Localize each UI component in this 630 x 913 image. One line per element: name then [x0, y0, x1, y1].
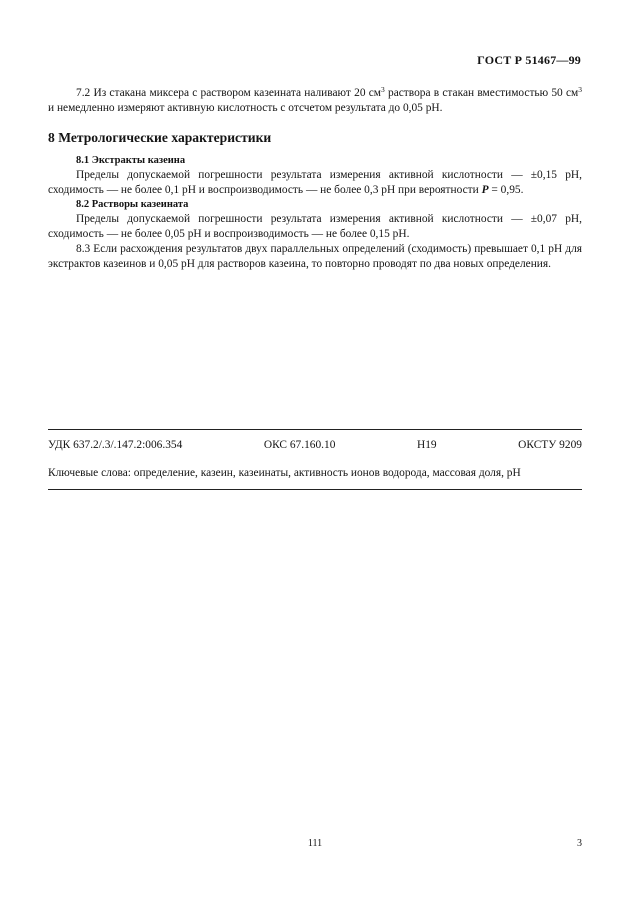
document-body	[48, 82, 582, 272]
superscript: 3	[578, 85, 582, 94]
s81-text-b: = 0,95.	[488, 184, 524, 196]
h-code: Н19	[416, 439, 437, 451]
page-number-right: 3	[577, 838, 582, 849]
top-divider	[48, 429, 582, 430]
p72-text-c: и немедленно измеряют активную кислотность с отсчетом результата до 0,05 pH.	[48, 102, 443, 114]
superscript: 3	[381, 85, 385, 94]
subsection-8-1-title: 8.1 Экстракты казеина	[76, 155, 186, 166]
p72-text-a: 7.2 Из стакана миксера с раствором казеината наливают 20 см	[76, 87, 382, 99]
s81-text-a: Пределы допускаемой погрешности результата измерения активной кислотности — ±0,15 pH, сходимость — не более 0,1 pH и воспроизводимость — не более 0,3 pH при вероятности	[48, 169, 582, 196]
keywords-line: Ключевые слова: определение, казеин, казеинаты, активность ионов водорода, массовая доля, pH	[48, 467, 521, 479]
probability-symbol: P	[481, 184, 489, 196]
paragraph-7-2	[48, 82, 582, 116]
okstu-code: ОКСТУ 9209	[518, 439, 582, 451]
udk-code: УДК 637.2/.3/.147.2:006.354	[48, 439, 183, 451]
paragraph-8-3: 8.3 Если расхождения результатов двух параллельных определений (сходимость) превышает 0,1 pH для экстрактов казеинов и 0,05 pH для растворов казеина, то повторно проводят по два новых определения.	[48, 243, 582, 270]
paragraph-8-2: Пределы допускаемой погрешности результата измерения активной кислотности — ±0,07 pH, сходимость — не более 0,05 pH и воспроизводимость — не более 0,15 pH.	[48, 213, 582, 240]
bottom-divider	[48, 489, 582, 490]
section-8-title: 8 Метрологические характеристики	[48, 130, 272, 145]
page-number-center: 111	[307, 838, 323, 849]
oks-code: ОКС 67.160.10	[263, 439, 336, 451]
subsection-8-2-title: 8.2 Растворы казеината	[76, 199, 189, 210]
standard-header: ГОСТ Р 51467—99	[477, 53, 581, 67]
paragraph-8-1	[48, 168, 582, 198]
classification-row	[48, 439, 582, 451]
p72-text-b: раствора в стакан вместимостью 50 см	[384, 87, 579, 99]
